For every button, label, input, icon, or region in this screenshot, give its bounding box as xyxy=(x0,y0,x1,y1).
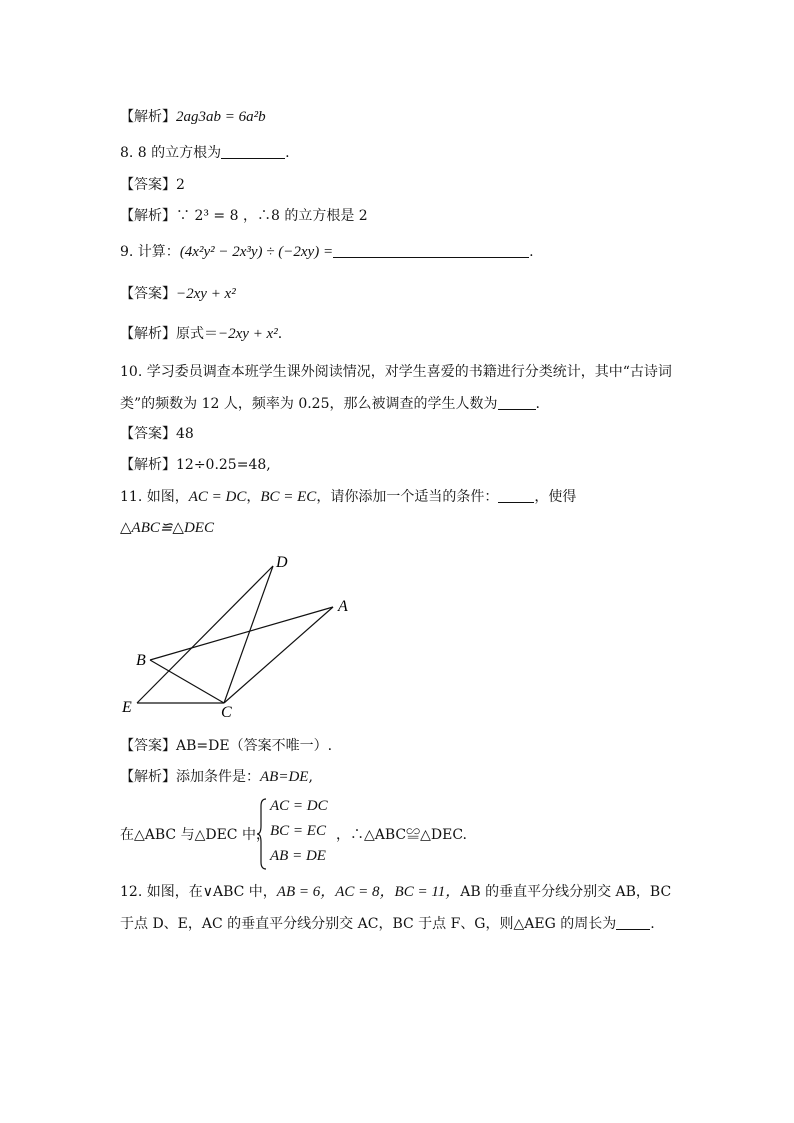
q11-line1 xyxy=(120,487,576,507)
q10-line1 xyxy=(120,362,672,382)
q11-line2 xyxy=(120,518,214,538)
q8-answer-line xyxy=(120,175,185,195)
q12-line2-text: 于点 D、E，AC 的垂直平分线分别交 AC，BC 于点 F、G，则△AEG 的周长为 xyxy=(120,916,617,932)
q10-line2-end: . xyxy=(535,396,540,412)
q9-jiexi-expr: −2xy + x² xyxy=(218,326,278,342)
segment-B-C xyxy=(150,660,224,703)
q10-line2-text: 类”的频数为 12 人，频率为 0.25，那么被调查的学生人数为 xyxy=(120,396,498,412)
q11-system-line-3: AB = DE xyxy=(270,848,326,864)
jiexi-label: 【解析】 xyxy=(120,326,176,342)
q11-proof-prefix: 在△ABC 与△DEC 中， xyxy=(120,827,270,843)
q8-answer-blank[interactable] xyxy=(221,144,285,159)
q11-line1-mid: ，请你添加一个适当的条件： xyxy=(316,489,499,505)
q9-answer: −2xy + x² xyxy=(176,286,236,302)
q9-question xyxy=(120,242,534,262)
segment-E-D xyxy=(137,566,273,703)
q10-answer-line xyxy=(120,424,194,444)
q11-sep: ， xyxy=(246,489,261,505)
segment-A-C xyxy=(224,607,333,703)
answer-label: 【答案】 xyxy=(120,286,176,302)
q11-congruence: △ABC≌△DEC xyxy=(120,520,214,536)
point-label-A: A xyxy=(338,598,348,615)
q11-line1-end: ，使得 xyxy=(534,489,577,505)
point-label-B: B xyxy=(136,652,146,669)
q9-answer-blank[interactable] xyxy=(333,243,529,258)
q11-proof-suffix: ，∴△ABC≌△DEC. xyxy=(336,827,468,843)
q9-jiexi-prefix: 原式＝ xyxy=(176,326,218,342)
q12-line1 xyxy=(120,882,671,902)
jiexi-label: 【解析】 xyxy=(120,109,176,125)
q8-question xyxy=(120,143,290,163)
q10-line1-text: 10. 学习委员调查本班学生课外阅读情况，对学生喜爱的书籍进行分类统计，其中“古诗词 xyxy=(120,364,672,380)
q7-jiexi-expr: 2ag3ab = 6a²b xyxy=(176,109,266,125)
q8-jiexi-line xyxy=(120,206,368,226)
q9-jiexi-line xyxy=(120,324,282,344)
q12-line2 xyxy=(120,914,655,934)
q11-jiexi-prefix: 添加条件是： xyxy=(176,769,260,785)
q9-answer-line xyxy=(120,284,236,304)
q11-line1-prefix: 11. 如图， xyxy=(120,489,189,505)
q10-jiexi-line xyxy=(120,455,271,475)
q10-line2 xyxy=(120,394,540,414)
point-label-D: D xyxy=(276,554,288,571)
q12-line1-prefix: 12. 如图，在∨ABC 中， xyxy=(120,884,277,900)
q11-geometry-figure xyxy=(115,545,375,730)
q11-proof xyxy=(120,798,540,870)
answer-label: 【答案】 xyxy=(120,426,176,442)
q9-jiexi-end: . xyxy=(277,326,283,342)
segment-B-A xyxy=(150,607,333,660)
q12-answer-blank[interactable] xyxy=(616,915,650,930)
q12-line2-end: . xyxy=(650,916,655,932)
jiexi-label: 【解析】 xyxy=(120,208,176,224)
q11-system-line-1: AC = DC xyxy=(270,798,328,814)
q9-question-prefix: 9. 计算： xyxy=(120,244,180,260)
q11-answer: AB=DE（答案不唯一）. xyxy=(176,738,333,754)
q11-answer-line xyxy=(120,736,332,756)
q11-cond1: AC = DC xyxy=(188,489,247,505)
jiexi-label: 【解析】 xyxy=(120,769,176,785)
q11-jiexi-cond: AB=DE xyxy=(260,769,309,785)
q11-jiexi-comma: , xyxy=(308,769,313,785)
q11-jiexi-line xyxy=(120,767,313,787)
q10-answer-blank[interactable] xyxy=(498,395,536,410)
q8-question-end: . xyxy=(285,145,290,161)
point-label-E: E xyxy=(122,699,132,716)
q11-answer-blank[interactable] xyxy=(498,488,534,503)
q12-given: AB = 6，AC = 8，BC = 11， xyxy=(276,884,461,900)
segment-D-C xyxy=(224,566,273,703)
q9-question-end: . xyxy=(529,244,534,260)
q8-question-text: 8. 8 的立方根为 xyxy=(120,145,222,161)
point-label-C: C xyxy=(221,704,232,721)
q11-cond2: BC = EC xyxy=(260,489,317,505)
left-brace-icon xyxy=(256,798,268,870)
q10-answer: 48 xyxy=(176,426,194,442)
answer-label: 【答案】 xyxy=(120,177,176,193)
jiexi-label: 【解析】 xyxy=(120,457,176,473)
q10-jiexi-text: 12÷0.25=48, xyxy=(176,457,271,473)
q12-line1-rest: AB 的垂直平分线分别交 AB，BC xyxy=(460,884,672,900)
q8-answer: 2 xyxy=(176,177,185,193)
q9-expr: (4x²y² − 2x³y) ÷ (−2xy) = xyxy=(179,244,334,260)
q8-jiexi-text: ∵ 2³ = 8 ，∴8 的立方根是 2 xyxy=(176,208,368,224)
answer-label: 【答案】 xyxy=(120,738,176,754)
q11-system-line-2: BC = EC xyxy=(270,823,326,839)
q7-jiexi-line xyxy=(120,107,266,127)
